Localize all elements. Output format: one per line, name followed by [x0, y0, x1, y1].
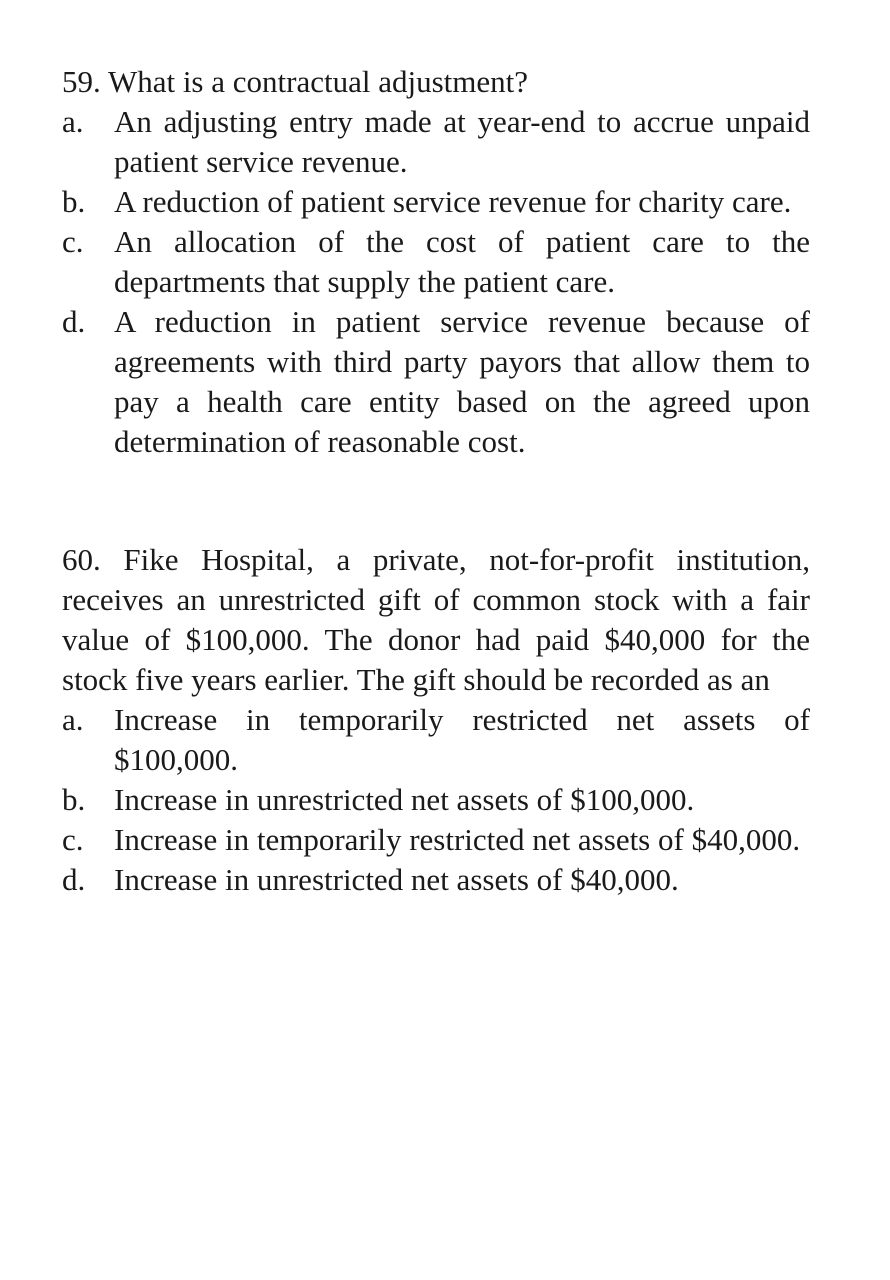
option-text: Increase in temporarily restricted net assets of $100,000.: [114, 702, 810, 777]
option-letter: b.: [62, 782, 86, 817]
question-stem: 60. Fike Hospital, a private, not-for-profit institution, receives an unrestricted gift of common stock with a fair value of $100,000. The donor had paid $40,000 for the stock five years earlier. The gift should be recorded as an: [62, 542, 810, 697]
option-text: Increase in unrestricted net assets of $100,000.: [114, 782, 695, 817]
answer-option-b: [62, 780, 810, 820]
answer-options: [62, 700, 810, 900]
option-text: Increase in temporarily restricted net assets of $40,000.: [114, 822, 801, 857]
option-text: An allocation of the cost of patient care to the departments that supply the patient care.: [114, 224, 810, 299]
question-59: [62, 62, 810, 462]
answer-option-c: [62, 820, 810, 860]
answer-option-c: [62, 222, 810, 302]
option-letter: d.: [62, 304, 86, 339]
answer-option-a: [62, 102, 810, 182]
answer-option-d: [62, 302, 810, 462]
answer-option-d: [62, 860, 810, 900]
option-text: A reduction of patient service revenue for charity care.: [114, 184, 792, 219]
answer-option-a: [62, 700, 810, 780]
document-page: [62, 62, 810, 900]
option-letter: c.: [62, 822, 84, 857]
answer-options: [62, 102, 810, 462]
option-text: A reduction in patient service revenue because of agreements with third party payors that allow them to pay a health care entity based on the agreed upon determination of reasonable cost.: [114, 304, 810, 459]
question-60: [62, 540, 810, 900]
option-text: An adjusting entry made at year-end to accrue unpaid patient service revenue.: [114, 104, 810, 179]
option-letter: a.: [62, 702, 84, 737]
option-letter: d.: [62, 862, 86, 897]
question-stem: 59. What is a contractual adjustment?: [62, 64, 528, 99]
option-letter: b.: [62, 184, 86, 219]
option-text: Increase in unrestricted net assets of $40,000.: [114, 862, 679, 897]
option-letter: a.: [62, 104, 84, 139]
answer-option-b: [62, 182, 810, 222]
option-letter: c.: [62, 224, 84, 259]
